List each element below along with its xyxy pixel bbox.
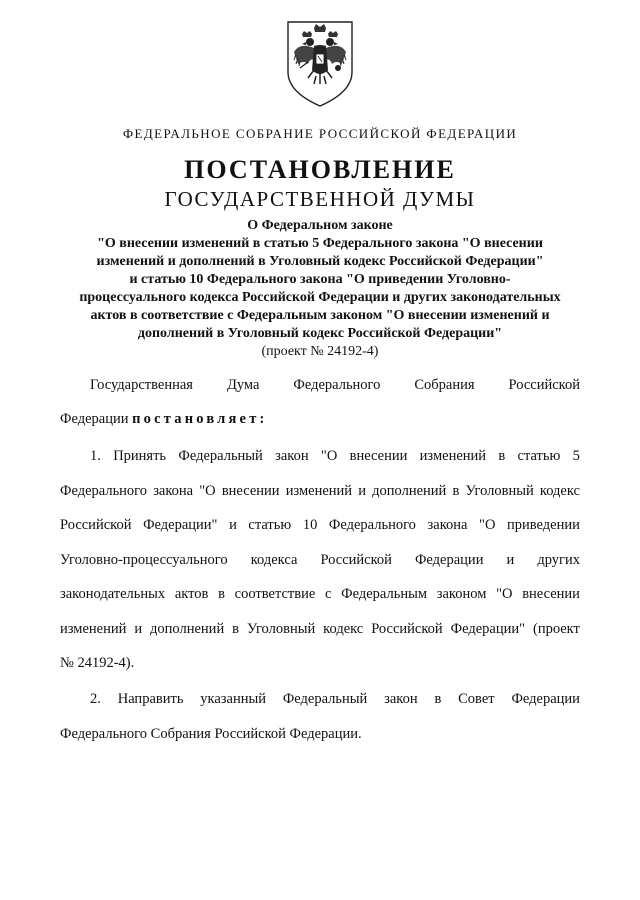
word: "О (479, 517, 496, 533)
subject-line: "О внесении изменений в статью 5 Федерального закона "О внесении (97, 236, 543, 251)
word: дополнений (150, 620, 225, 637)
subject-line: и статью 10 Федерального закона "О приведении Уголовно- (129, 272, 511, 287)
word: Российской (60, 517, 132, 533)
word: 5 (572, 448, 580, 464)
word: с (325, 586, 332, 602)
word: № 24192-4). (60, 655, 135, 671)
word: Дума (226, 377, 260, 393)
subject-line: О Федеральном законе (247, 218, 393, 233)
word: Уголовный (246, 620, 316, 637)
clause-1 (60, 439, 580, 681)
word: соответствие (234, 586, 316, 602)
word: (проект (532, 620, 580, 637)
word: Федерального Собрания Российской Федерации. (60, 725, 362, 742)
word: Российской (371, 620, 443, 637)
word: Федерации" (143, 517, 218, 533)
word: Собрания (414, 377, 475, 393)
russian-coat-of-arms-icon (284, 18, 356, 108)
word: "О (320, 448, 338, 464)
word: Федерации (511, 691, 580, 707)
word: Федеральным (341, 586, 428, 602)
clause-line (60, 682, 580, 717)
subject-block (40, 217, 600, 361)
subject-line: процессуального кодекса Российской Федерации и других законодательных (79, 290, 561, 305)
clause-line (60, 474, 580, 509)
clause-line (60, 508, 580, 543)
project-number: (проект № 24192-4) (261, 344, 379, 359)
word: 10 (302, 517, 318, 533)
word: в (452, 482, 460, 499)
word: указанный (200, 691, 266, 707)
subject-line: дополнений в Уголовный кодекс Российской Федерации" (137, 326, 503, 341)
word: в (434, 691, 442, 707)
word: законодательных (60, 586, 166, 602)
word: закона (427, 517, 468, 533)
word: и (229, 517, 237, 533)
subject-line: актов в соответствие с Федеральным законом "О внесении изменений и (90, 308, 550, 323)
subject-line: изменений и дополнений в Уголовный кодекс Российской Федерации" (96, 254, 544, 269)
word: дополнений (372, 482, 447, 499)
word: кодекса (250, 551, 298, 568)
word: 1. (90, 448, 101, 464)
word: законом (436, 586, 487, 602)
word: приведении (507, 517, 580, 533)
word: изменений (419, 448, 487, 464)
coat-of-arms-emblem (284, 18, 356, 108)
word: закон (384, 691, 418, 707)
word: Федеральный (282, 691, 368, 707)
word: Уголовно-процессуального (60, 551, 228, 568)
word: и (134, 620, 143, 637)
word: Федерального (60, 482, 148, 499)
word: "О (199, 482, 216, 499)
word: в (218, 586, 225, 602)
preamble-paragraph (60, 368, 580, 436)
word: и (506, 551, 515, 568)
word: Федерального (293, 377, 381, 393)
issuer-title: ГОСУДАРСТВЕННОЙ ДУМЫ (164, 187, 476, 211)
clause-line (60, 439, 580, 474)
word: Федерации (60, 411, 129, 427)
clause-line (60, 612, 580, 647)
word: Федеральный (178, 448, 263, 464)
preamble-line (60, 402, 580, 436)
clause-line (60, 577, 580, 612)
clause-2 (60, 682, 580, 751)
document-type-title: ПОСТАНОВЛЕНИЕ (184, 155, 456, 184)
word: изменений (285, 482, 353, 499)
word: внесении (522, 586, 580, 602)
word: 2. (90, 691, 101, 707)
clause-line (60, 543, 580, 578)
word: кодекс (323, 620, 364, 637)
word: Принять (113, 448, 167, 464)
word: Российской (508, 377, 580, 393)
clause-line (60, 717, 580, 752)
word: других (537, 551, 580, 568)
clause-line (60, 646, 580, 681)
word: закон (275, 448, 309, 464)
word: статью (248, 517, 292, 533)
word: закона (153, 482, 194, 499)
word: Федерации" (450, 620, 526, 637)
word: в (232, 620, 240, 637)
word: Федерации (414, 551, 484, 568)
word: Российской (320, 551, 392, 568)
word: актов (174, 586, 209, 602)
word: Совет (458, 691, 495, 707)
preamble-line (60, 368, 580, 402)
word: кодекс (539, 482, 580, 499)
word: внесении (221, 482, 280, 499)
word: и (358, 482, 366, 499)
word: внесении (349, 448, 408, 464)
resolution-verb: постановляет: (132, 411, 268, 427)
word: в (498, 448, 506, 464)
word: Государственная (90, 377, 193, 393)
parliament-name: ФЕДЕРАЛЬНОЕ СОБРАНИЕ РОССИЙСКОЙ ФЕДЕРАЦИИ (122, 126, 518, 141)
word: Направить (117, 691, 184, 707)
word: "О (496, 586, 513, 602)
word: статью (517, 448, 561, 464)
word: Федерального (328, 517, 416, 533)
word: Уголовный (465, 482, 534, 499)
word: изменений (60, 620, 127, 637)
